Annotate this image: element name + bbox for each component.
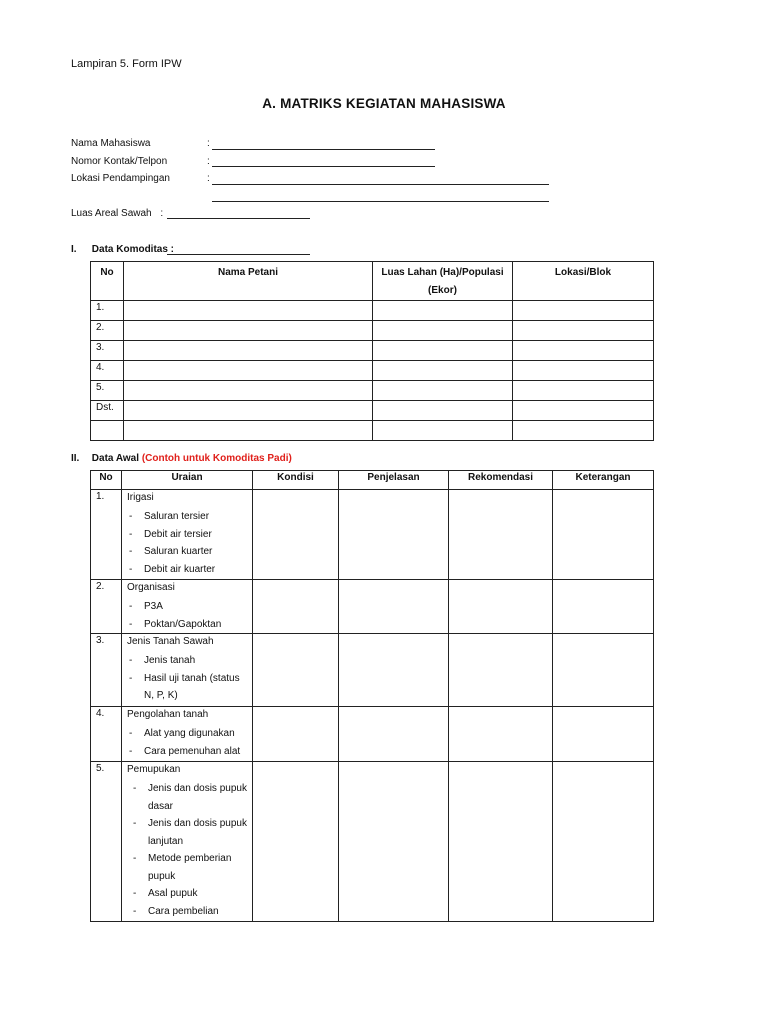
table-row xyxy=(91,421,654,441)
list-item-text: Hasil uji tanah (status N, P, K) xyxy=(144,672,240,701)
uraian-list xyxy=(127,780,252,920)
field-label: Lokasi Pendampingan xyxy=(71,173,170,184)
list-item-text: Debit air kuarter xyxy=(144,563,216,575)
header-luas-lahan xyxy=(373,262,513,301)
cell-uraian xyxy=(122,634,253,707)
list-item: - Poktan/Gapoktan xyxy=(129,618,222,630)
cell-uraian xyxy=(122,580,253,634)
data-komoditas-line[interactable] xyxy=(167,254,310,255)
nama-mahasiswa-line[interactable] xyxy=(212,149,435,150)
table-row xyxy=(91,301,654,321)
cell-nama-petani[interactable] xyxy=(124,401,373,421)
cell-luas-lahan[interactable] xyxy=(373,381,513,401)
row-number: 1. xyxy=(91,301,124,321)
cell-luas-lahan[interactable] xyxy=(373,321,513,341)
cell-nama-petani[interactable] xyxy=(124,381,373,401)
table-header-row xyxy=(91,262,654,301)
cell-kondisi[interactable] xyxy=(253,707,339,762)
row-number: 2. xyxy=(91,321,124,341)
list-item: - Jenis dan dosis pupuk dasar xyxy=(133,783,247,812)
list-item-text: Alat yang digunakan xyxy=(144,728,235,739)
list-item: - Cara pembelian xyxy=(133,905,219,917)
cell-rekomendasi[interactable] xyxy=(449,707,553,762)
cell-nama-petani[interactable] xyxy=(124,361,373,381)
row-number: 1. xyxy=(91,490,122,580)
table-row xyxy=(91,490,654,580)
cell-keterangan[interactable] xyxy=(553,634,654,707)
header-uraian: Uraian xyxy=(122,471,253,490)
row-number: 4. xyxy=(91,707,122,762)
cell-uraian xyxy=(122,762,253,922)
table-header-row xyxy=(91,471,654,490)
field-separator: : xyxy=(207,156,210,167)
list-item-text: Jenis dan dosis pupuk dasar xyxy=(148,783,247,812)
list-item: - Jenis tanah xyxy=(129,655,196,666)
cell-uraian xyxy=(122,707,253,762)
uraian-title: Jenis Tanah Sawah xyxy=(127,636,214,647)
field-separator: : xyxy=(207,138,210,149)
table-row xyxy=(91,762,654,922)
table-row xyxy=(91,401,654,421)
cell-luas-lahan[interactable] xyxy=(373,401,513,421)
field-label: Nomor Kontak/Telpon xyxy=(71,156,168,167)
cell-keterangan[interactable] xyxy=(553,580,654,634)
data-awal-table xyxy=(90,470,654,922)
uraian-list xyxy=(127,598,252,633)
luas-areal-sawah-line[interactable] xyxy=(167,218,310,219)
page-title: A. MATRIKS KEGIATAN MAHASISWA xyxy=(262,96,506,111)
cell-lokasi-blok[interactable] xyxy=(513,341,654,361)
section-data-awal xyxy=(71,453,292,464)
cell-luas-lahan[interactable] xyxy=(373,361,513,381)
list-item: - Alat yang digunakan xyxy=(129,728,235,739)
table-row xyxy=(91,321,654,341)
row-number: 5. xyxy=(91,762,122,922)
cell-penjelasan[interactable] xyxy=(339,490,449,580)
uraian-list xyxy=(127,725,252,760)
table-row xyxy=(91,341,654,361)
field-label: Nama Mahasiswa xyxy=(71,138,151,149)
row-number: 2. xyxy=(91,580,122,634)
lampiran-label: Lampiran 5. Form IPW xyxy=(71,58,182,70)
list-item: - Saluran tersier xyxy=(129,511,210,522)
cell-lokasi-blok[interactable] xyxy=(513,301,654,321)
header-kondisi: Kondisi xyxy=(253,471,339,490)
uraian-title: Organisasi xyxy=(127,582,175,593)
table-row xyxy=(91,580,654,634)
section-title: Data Komoditas : xyxy=(91,244,175,255)
field-label: Luas Areal Sawah xyxy=(71,208,152,219)
section-data-komoditas xyxy=(71,244,174,255)
header-lokasi-blok: Lokasi/Blok xyxy=(513,262,654,301)
cell-rekomendasi[interactable] xyxy=(449,580,553,634)
header-nama-petani: Nama Petani xyxy=(124,262,373,301)
list-item-text: Cara pemenuhan alat xyxy=(144,745,241,757)
cell-lokasi-blok[interactable] xyxy=(513,321,654,341)
list-item: - Asal pupuk xyxy=(133,888,198,899)
cell-rekomendasi[interactable] xyxy=(449,762,553,922)
header-luas-lahan-line1: Luas Lahan (Ha)/Populasi xyxy=(381,267,504,278)
lokasi-pendampingan-line[interactable] xyxy=(212,184,549,185)
cell-nama-petani[interactable] xyxy=(124,301,373,321)
cell-keterangan[interactable] xyxy=(553,762,654,922)
list-item-text: Cara pembelian xyxy=(148,905,219,917)
row-number: 3. xyxy=(91,341,124,361)
cell-kondisi[interactable] xyxy=(253,634,339,707)
table-row xyxy=(91,381,654,401)
table-row xyxy=(91,707,654,762)
table-row xyxy=(91,634,654,707)
cell-uraian xyxy=(122,490,253,580)
section-note: (Contoh untuk Komoditas Padi) xyxy=(141,453,292,464)
data-komoditas-table xyxy=(90,261,654,441)
list-item-text: Saluran kuarter xyxy=(144,546,213,557)
list-item: - Debit air kuarter xyxy=(129,563,216,575)
row-number: 5. xyxy=(91,381,124,401)
list-item-text: P3A xyxy=(144,601,163,612)
list-item: - Metode pemberian pupuk xyxy=(133,853,232,882)
cell-kondisi[interactable] xyxy=(253,762,339,922)
section-title: Data Awal xyxy=(91,453,140,464)
table-row xyxy=(91,361,654,381)
header-no: No xyxy=(91,262,124,301)
row-number: 4. xyxy=(91,361,124,381)
header-rekomendasi: Rekomendasi xyxy=(449,471,553,490)
cell-penjelasan[interactable] xyxy=(339,762,449,922)
field-separator: : xyxy=(207,173,210,184)
list-item-text: Jenis tanah xyxy=(144,655,196,666)
row-number xyxy=(91,421,124,441)
section-number: I. xyxy=(71,244,77,255)
list-item-text: Metode pemberian pupuk xyxy=(148,853,232,882)
list-item-text: Asal pupuk xyxy=(148,888,198,899)
cell-lokasi-blok[interactable] xyxy=(513,381,654,401)
list-item: - Saluran kuarter xyxy=(129,546,213,557)
cell-luas-lahan[interactable] xyxy=(373,301,513,321)
list-item: - Cara pemenuhan alat xyxy=(129,745,241,757)
cell-penjelasan[interactable] xyxy=(339,707,449,762)
list-item-text: Jenis dan dosis pupuk lanjutan xyxy=(148,818,247,847)
list-item: - P3A xyxy=(129,601,163,612)
header-luas-lahan-line2: (Ekor) xyxy=(428,285,457,296)
uraian-title: Irigasi xyxy=(127,492,154,503)
section-number: II. xyxy=(71,453,80,464)
cell-lokasi-blok[interactable] xyxy=(513,401,654,421)
cell-lokasi-blok[interactable] xyxy=(513,361,654,381)
header-keterangan: Keterangan xyxy=(553,471,654,490)
list-item-text: Debit air tersier xyxy=(144,528,212,540)
cell-kondisi[interactable] xyxy=(253,580,339,634)
list-item: - Hasil uji tanah (status N, P, K) xyxy=(129,672,240,701)
field-separator: : xyxy=(160,208,164,219)
list-item-text: Saluran tersier xyxy=(144,511,210,522)
cell-rekomendasi[interactable] xyxy=(449,634,553,707)
list-item: - Debit air tersier xyxy=(129,528,212,540)
header-no: No xyxy=(91,471,122,490)
uraian-list xyxy=(127,508,252,578)
cell-rekomendasi[interactable] xyxy=(449,490,553,580)
lokasi-pendampingan-line-2[interactable] xyxy=(212,201,549,202)
cell-lokasi-blok[interactable] xyxy=(513,421,654,441)
uraian-list xyxy=(127,652,252,705)
cell-penjelasan[interactable] xyxy=(339,580,449,634)
row-number: Dst. xyxy=(91,401,124,421)
row-number: 3. xyxy=(91,634,122,707)
cell-nama-petani[interactable] xyxy=(124,341,373,361)
cell-keterangan[interactable] xyxy=(553,490,654,580)
list-item: - Jenis dan dosis pupuk lanjutan xyxy=(133,818,247,847)
cell-nama-petani[interactable] xyxy=(124,321,373,341)
uraian-title: Pemupukan xyxy=(127,764,181,775)
list-item-text: Poktan/Gapoktan xyxy=(144,618,222,630)
header-penjelasan: Penjelasan xyxy=(339,471,449,490)
cell-nama-petani[interactable] xyxy=(124,421,373,441)
cell-luas-lahan[interactable] xyxy=(373,421,513,441)
field-luas-areal-sawah xyxy=(71,208,163,219)
uraian-title: Pengolahan tanah xyxy=(127,709,209,720)
cell-penjelasan[interactable] xyxy=(339,634,449,707)
cell-kondisi[interactable] xyxy=(253,490,339,580)
nomor-kontak-line[interactable] xyxy=(212,166,435,167)
cell-keterangan[interactable] xyxy=(553,707,654,762)
cell-luas-lahan[interactable] xyxy=(373,341,513,361)
